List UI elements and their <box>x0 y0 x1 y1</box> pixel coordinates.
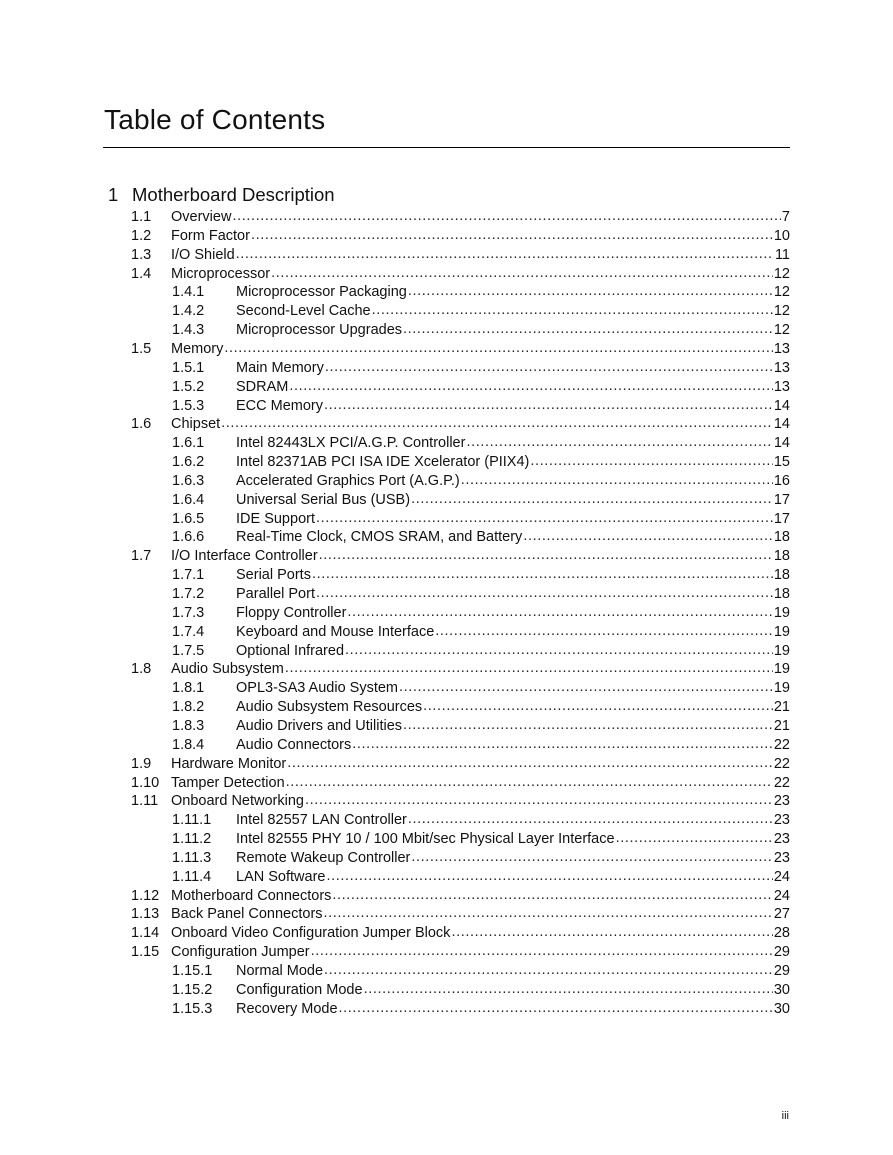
dot-leader <box>408 282 773 301</box>
toc-entry-label: Back Panel Connectors <box>171 906 323 923</box>
toc-entry-number: 1.6.6 <box>172 529 205 546</box>
dot-leader <box>221 414 773 433</box>
toc-entry-number: 1.10 <box>131 774 160 791</box>
toc-entry-number: 1.8 <box>131 661 152 678</box>
toc-entry-label: I/O Shield <box>171 246 235 263</box>
toc-entry-number: 1.11.1 <box>172 812 212 829</box>
toc-entry-number: 1.7.5 <box>172 642 205 659</box>
toc-entry[interactable] <box>131 924 790 943</box>
toc-entry[interactable] <box>172 717 790 736</box>
dot-leader <box>236 245 774 264</box>
dot-leader <box>325 358 773 377</box>
toc-entry-label: Main Memory <box>236 359 324 376</box>
toc-entry-number: 1.7.2 <box>172 586 205 602</box>
toc-entry-page: 19 <box>773 604 790 621</box>
toc-entry-number: 1.4 <box>131 265 152 282</box>
toc-entry[interactable] <box>131 774 790 793</box>
toc-entry-label: I/O Interface Controller <box>171 548 318 565</box>
dot-leader <box>319 546 773 565</box>
toc-entry-label: Keyboard and Mouse Interface <box>236 623 435 640</box>
toc-entry-label: Memory <box>171 340 224 357</box>
toc-entry[interactable] <box>172 642 790 661</box>
toc-entry[interactable] <box>131 792 790 811</box>
dot-leader <box>271 264 773 283</box>
toc-entry-page: 15 <box>773 454 790 471</box>
page-title: Table of Contents <box>104 104 326 135</box>
dot-leader <box>403 716 773 735</box>
toc-entry-number: 1.8.1 <box>172 680 205 697</box>
toc-entry[interactable] <box>172 604 790 623</box>
toc-entry[interactable] <box>172 585 790 604</box>
toc-entry[interactable] <box>172 359 790 378</box>
toc-entry[interactable] <box>172 698 790 717</box>
title-divider <box>103 147 790 148</box>
toc-entry[interactable] <box>172 623 790 642</box>
toc-entry-number: 1.6.2 <box>172 454 205 471</box>
dot-leader <box>451 923 772 942</box>
toc-entry-page: 13 <box>773 359 790 376</box>
toc-entry[interactable] <box>172 453 790 472</box>
toc-entry-page: 17 <box>773 510 790 527</box>
toc-entry-label: Parallel Port <box>236 586 315 602</box>
toc-entry[interactable] <box>172 378 790 397</box>
toc-entry-page: 13 <box>773 340 790 357</box>
chapter-number: 1 <box>108 184 119 205</box>
toc-entry-label: Universal Serial Bus (USB) <box>236 491 411 508</box>
toc-entry-label: Intel 82557 LAN Controller <box>236 812 407 829</box>
toc-entry-number: 1.13 <box>131 906 160 923</box>
toc-entry-page: 21 <box>773 717 790 734</box>
toc-entry-page: 29 <box>773 963 790 979</box>
chapter-title: Motherboard Description <box>132 184 335 205</box>
toc-entry-number: 1.6 <box>131 416 152 433</box>
toc-entry-number: 1.6.1 <box>172 435 205 452</box>
toc-entry-number: 1.12 <box>131 887 160 904</box>
toc-entry-label: Intel 82371AB PCI ISA IDE Xcelerator (PIIX4) <box>236 454 530 471</box>
toc-entry-number: 1.2 <box>131 227 152 244</box>
toc-entry[interactable] <box>172 811 790 830</box>
toc-entry-label: Audio Connectors <box>236 736 352 753</box>
toc-entry-label: Tamper Detection <box>171 774 285 791</box>
dot-leader <box>616 829 773 848</box>
dot-leader <box>326 867 772 886</box>
dot-leader <box>345 641 773 660</box>
toc-entry-label: Real-Time Clock, CMOS SRAM, and Battery <box>236 529 523 546</box>
toc-entry[interactable] <box>172 528 790 547</box>
dot-leader <box>339 999 773 1018</box>
toc-entry-label: Motherboard Connectors <box>171 887 332 904</box>
toc-entry-page: 22 <box>773 774 790 791</box>
toc-entry-number: 1.1 <box>131 209 152 225</box>
toc-entry-page: 12 <box>773 265 790 282</box>
toc-entry-number: 1.5.3 <box>172 397 205 414</box>
toc-entry[interactable] <box>172 472 790 491</box>
toc-entry-page: 24 <box>773 887 790 904</box>
toc-entry-page: 13 <box>773 378 790 395</box>
toc-entry[interactable] <box>131 415 790 434</box>
toc-entry-label: Remote Wakeup Controller <box>236 849 411 866</box>
toc-entry-page: 14 <box>773 416 790 433</box>
dot-leader <box>423 697 773 716</box>
dot-leader <box>324 961 773 980</box>
toc-entry[interactable] <box>172 510 790 529</box>
toc-entry-label: Recovery Mode <box>236 1000 338 1017</box>
toc-entry-label: Microprocessor Packaging <box>236 284 407 301</box>
toc-entry-page: 23 <box>773 849 790 866</box>
toc-entry-page: 19 <box>773 661 790 678</box>
toc-entry-label: IDE Support <box>236 510 315 527</box>
toc-entry[interactable] <box>172 830 790 849</box>
toc-entry[interactable] <box>172 321 790 340</box>
toc-entry-page: 10 <box>773 227 790 244</box>
dot-leader <box>316 584 773 603</box>
dot-leader <box>285 659 773 678</box>
toc-entry-label: Audio Subsystem <box>171 661 284 678</box>
toc-entry-page: 19 <box>773 623 790 640</box>
dot-leader <box>523 527 773 546</box>
toc-entry-number: 1.3 <box>131 246 152 263</box>
toc-entry-label: Serial Ports <box>236 567 311 584</box>
toc-entry[interactable] <box>172 981 790 1000</box>
toc-entry-label: SDRAM <box>236 378 289 395</box>
toc-entry-number: 1.5.2 <box>172 378 205 395</box>
toc-entry-number: 1.11.3 <box>172 849 212 866</box>
toc-entry-page: 23 <box>773 812 790 829</box>
dot-leader <box>372 301 773 320</box>
toc-entry[interactable] <box>172 397 790 416</box>
toc-entry[interactable] <box>172 491 790 510</box>
toc-entry-number: 1.6.3 <box>172 472 205 489</box>
toc-entry[interactable] <box>172 736 790 755</box>
toc-entry-label: Second-Level Cache <box>236 303 371 320</box>
toc-entry[interactable] <box>131 265 790 284</box>
toc-entry-page: 23 <box>773 793 790 810</box>
toc-entry[interactable] <box>172 566 790 585</box>
toc-entry-number: 1.15.2 <box>172 981 213 998</box>
toc-entry-page: 7 <box>781 209 790 225</box>
dot-leader <box>411 848 773 867</box>
toc-entry[interactable] <box>172 302 790 321</box>
toc-entry-label: ECC Memory <box>236 397 324 414</box>
toc-entry[interactable] <box>172 849 790 868</box>
toc-entry-page: 23 <box>773 831 790 848</box>
toc-entry-page: 30 <box>773 981 790 998</box>
toc-entry-page: 21 <box>773 699 790 716</box>
toc-entry[interactable] <box>131 547 790 566</box>
dot-leader <box>324 396 773 415</box>
toc-entry-label: Overview <box>171 209 232 225</box>
toc-entry[interactable] <box>131 246 790 265</box>
toc-entry-page: 24 <box>773 868 790 885</box>
dot-leader <box>251 226 773 245</box>
toc-entry-number: 1.6.4 <box>172 491 205 508</box>
toc-entry-number: 1.15 <box>131 944 160 961</box>
toc-entry-page: 18 <box>773 548 790 565</box>
toc-entry-label: Microprocessor <box>171 265 271 282</box>
dot-leader <box>287 754 773 773</box>
toc-entry-label: Audio Drivers and Utilities <box>236 717 403 734</box>
toc-entry-number: 1.8.3 <box>172 717 205 734</box>
toc-entry[interactable] <box>131 227 790 246</box>
chapter-heading[interactable] <box>108 184 335 206</box>
dot-leader <box>289 377 772 396</box>
toc-entry-label: OPL3-SA3 Audio System <box>236 680 398 697</box>
toc-entry-page: 19 <box>773 642 790 659</box>
toc-entry-page: 19 <box>773 680 790 697</box>
dot-leader <box>530 452 772 471</box>
toc-entry-page: 29 <box>773 944 790 961</box>
toc-entry-number: 1.4.1 <box>172 284 205 301</box>
dot-leader <box>466 433 772 452</box>
toc-entry[interactable] <box>131 887 790 906</box>
toc-entry-page: 22 <box>773 736 790 753</box>
dot-leader <box>311 942 773 961</box>
toc-entry-label: Optional Infrared <box>236 642 345 659</box>
toc-entry-number: 1.11 <box>131 793 159 810</box>
dot-leader <box>435 622 773 641</box>
toc-entry-number: 1.14 <box>131 925 160 942</box>
toc-entry-number: 1.5.1 <box>172 359 205 376</box>
toc-entry-number: 1.15.1 <box>172 963 213 979</box>
toc-entry[interactable] <box>172 283 790 302</box>
toc-entry[interactable] <box>131 755 790 774</box>
toc-entry-number: 1.11.2 <box>172 831 212 848</box>
toc-entry-label: Microprocessor Upgrades <box>236 322 403 339</box>
toc-entry[interactable] <box>172 434 790 453</box>
toc-entry-label: Accelerated Graphics Port (A.G.P.) <box>236 472 460 489</box>
toc-entry-label: Floppy Controller <box>236 604 347 621</box>
toc-entry[interactable] <box>131 340 790 359</box>
toc-entry-page: 18 <box>773 586 790 602</box>
toc-entry-label: Form Factor <box>171 227 250 244</box>
dot-leader <box>324 904 773 923</box>
toc-entry[interactable] <box>131 208 790 227</box>
toc-entry[interactable] <box>131 943 790 962</box>
toc-entry-label: Intel 82443LX PCI/A.G.P. Controller <box>236 435 466 452</box>
toc-entry-page: 12 <box>773 322 790 339</box>
toc-entry-number: 1.8.4 <box>172 736 205 753</box>
toc-entry-number: 1.8.2 <box>172 699 205 716</box>
toc-entry[interactable] <box>172 1000 790 1019</box>
dot-leader <box>461 471 773 490</box>
toc-entry-label: Onboard Video Configuration Jumper Block <box>171 925 451 942</box>
dot-leader <box>347 603 772 622</box>
dot-leader <box>332 886 772 905</box>
toc-entry-number: 1.4.3 <box>172 322 205 339</box>
dot-leader <box>224 339 772 358</box>
dot-leader <box>399 678 773 697</box>
dot-leader <box>408 810 773 829</box>
toc-entry-page: 12 <box>773 303 790 320</box>
toc-entry-page: 18 <box>773 529 790 546</box>
toc-entry-label: Audio Subsystem Resources <box>236 699 423 716</box>
toc-entry-number: 1.7.4 <box>172 623 205 640</box>
toc-entry-label: Configuration Jumper <box>171 944 310 961</box>
toc-entry[interactable] <box>172 962 790 981</box>
dot-leader <box>312 565 773 584</box>
toc-entry-page: 27 <box>773 906 790 923</box>
toc-entry-number: 1.15.3 <box>172 1000 213 1017</box>
toc-entry-number: 1.4.2 <box>172 303 205 320</box>
toc-entry-page: 11 <box>774 246 790 263</box>
toc-entry-number: 1.9 <box>131 755 152 772</box>
toc-entry-page: 28 <box>773 925 790 942</box>
dot-leader <box>411 490 773 509</box>
toc-entry[interactable] <box>131 905 790 924</box>
toc-entry-label: Configuration Mode <box>236 981 363 998</box>
toc-entry[interactable] <box>172 868 790 887</box>
page-number: iii <box>781 1110 789 1122</box>
toc-entry-label: Normal Mode <box>236 963 324 979</box>
dot-leader <box>352 735 773 754</box>
toc-entry-label: Intel 82555 PHY 10 / 100 Mbit/sec Physical Layer Interface <box>236 831 615 848</box>
toc-entry-page: 12 <box>773 284 790 301</box>
toc-entry[interactable] <box>131 660 790 679</box>
toc-entry-number: 1.7.3 <box>172 604 205 621</box>
toc-entry-page: 18 <box>773 567 790 584</box>
toc-entry-label: LAN Software <box>236 868 326 885</box>
toc-entry-number: 1.11.4 <box>172 868 212 885</box>
toc-entry-number: 1.6.5 <box>172 510 205 527</box>
toc-entry-label: Onboard Networking <box>171 793 304 810</box>
toc-entry-page: 16 <box>773 472 790 489</box>
dot-leader <box>403 320 773 339</box>
toc-entry-label: Chipset <box>171 416 221 433</box>
toc-entry-number: 1.7 <box>131 548 152 565</box>
toc-entry-page: 14 <box>773 397 790 414</box>
toc-entry-page: 30 <box>773 1000 790 1017</box>
toc-entry-page: 22 <box>773 755 790 772</box>
dot-leader <box>232 207 780 226</box>
toc-entry-page: 17 <box>773 491 790 508</box>
toc-entry-number: 1.5 <box>131 340 152 357</box>
toc-entry-number: 1.7.1 <box>172 567 205 584</box>
dot-leader <box>316 509 773 528</box>
toc-entry[interactable] <box>172 679 790 698</box>
toc-entry-page: 14 <box>773 435 790 452</box>
toc-entry-label: Hardware Monitor <box>171 755 287 772</box>
dot-leader <box>364 980 773 999</box>
dot-leader <box>286 773 773 792</box>
dot-leader <box>305 791 773 810</box>
